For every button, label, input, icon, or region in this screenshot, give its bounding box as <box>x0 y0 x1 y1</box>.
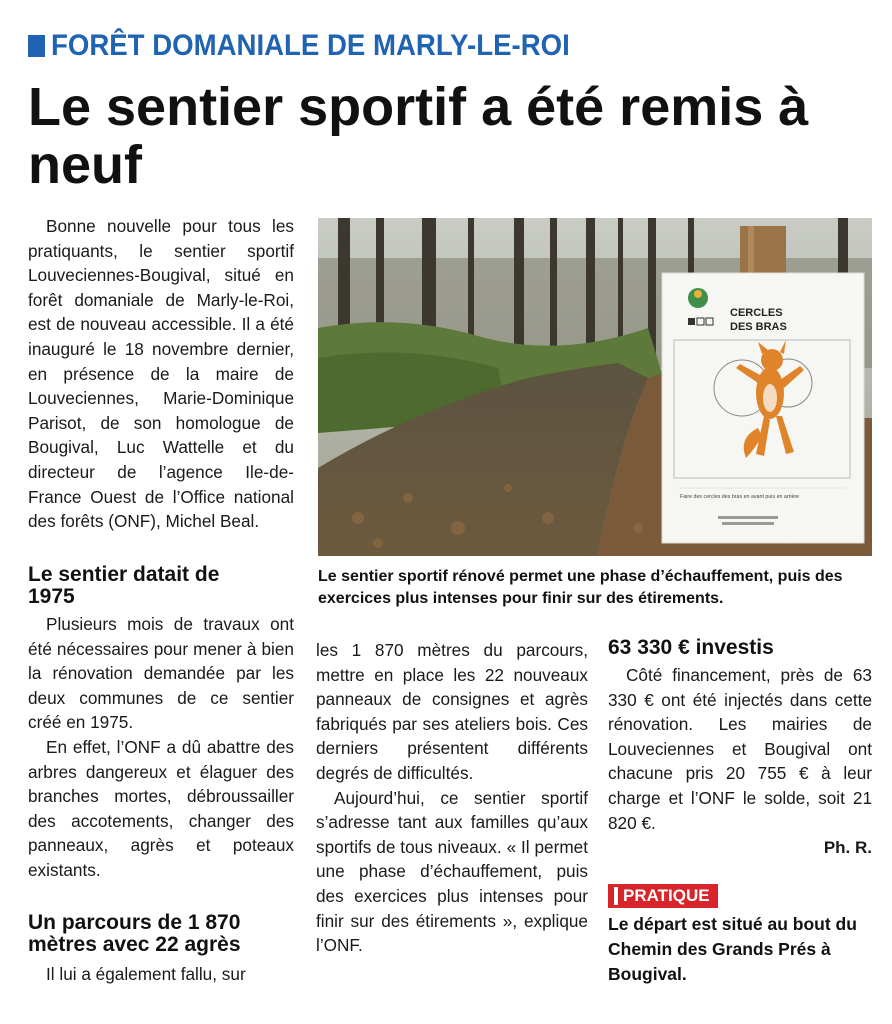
section2-paragraph-start: Il lui a également fallu, sur <box>46 964 246 984</box>
section2-paragraph-2: Aujourd’hui, ce sentier sportif s’adresse tant aux familles qu’aux sportifs de tous niveaux. « Il permet une phase d’échauffement, puis des exercices plus intenses pour finir sur des étirements », explique l’ONF. <box>316 787 588 956</box>
section2-paragraph-cont: les 1 870 mètres du parcours, mettre en place les 22 nouveaux panneaux de consignes et agrès fabriqués par ses ateliers bois. Ces derniers présentent différents degrés de difficultés. <box>316 640 588 783</box>
section1-paragraph: Plusieurs mois de travaux ont été nécessaires pour mener à bien la rénovation demandée par les deux communes de ce sentier créé en 1975. <box>28 614 294 733</box>
section3-body <box>608 663 872 835</box>
kicker-square-icon <box>28 35 45 57</box>
section1-heading: Le sentier datait de 1975 <box>28 563 220 608</box>
section2-body-start <box>28 962 294 987</box>
intro-paragraph: Bonne nouvelle pour tous les pratiquants, le sentier sportif Louveciennes-Bougival, situé en forêt domaniale de Marly-le-Roi, est de nouveau accessible. Il a été inauguré le 18 novembre dernier, en présence de la maire de Louveciennes, Marie-Dominique Parisot, de son homologue de Bougival, Luc Wattelle et du directeur de l’agence Ile-de-France Ouest de l’Office national des forêts (ONF), Michel Beal. <box>28 216 294 532</box>
headline: Le sentier sportif a été remis à neuf <box>28 77 809 195</box>
sign-title-1: CERCLES <box>730 307 783 319</box>
sign-title-2: DES BRAS <box>730 321 787 333</box>
pratique-badge <box>608 884 718 908</box>
section1-body <box>28 612 294 883</box>
pratique-text: Le départ est situé au bout du Chemin des Grands Prés à Bougival. <box>608 914 857 984</box>
section-kicker <box>28 28 615 64</box>
sign-instruction: Faire des cercles des bras en avant puis en arrière <box>680 494 800 500</box>
photo-caption: Le sentier sportif rénové permet une phase d’échauffement, puis des exercices plus intenses pour finir sur des étirements. <box>318 568 843 607</box>
trail-photo <box>318 218 872 556</box>
section3-heading: 63 330 € investis <box>608 636 774 659</box>
badge-bar-icon <box>614 887 618 905</box>
pratique-label: PRATIQUE <box>623 886 710 905</box>
kicker-text: FORÊT DOMANIALE DE MARLY-LE-ROI <box>51 29 570 62</box>
section3-paragraph: Côté financement, près de 63 330 € ont été injectés dans cette rénovation. Les mairies de Louveciennes et Bougival ont chacune pris 20 755 € à leur charge et l’ONF le solde, soit 21 820 €. <box>608 665 872 833</box>
section1-paragraph: En effet, l’ONF a dû abattre des arbres dangereux et élaguer des branches mortes, débroussailler des accotements, changer des panneaux, agrès et poteaux existants. <box>28 736 294 880</box>
section2-body <box>316 638 588 958</box>
intro-block <box>28 214 294 534</box>
section2-heading: Un parcours de 1 870 mètres avec 22 agrès <box>28 911 241 956</box>
author-signature: Ph. R. <box>823 838 872 857</box>
